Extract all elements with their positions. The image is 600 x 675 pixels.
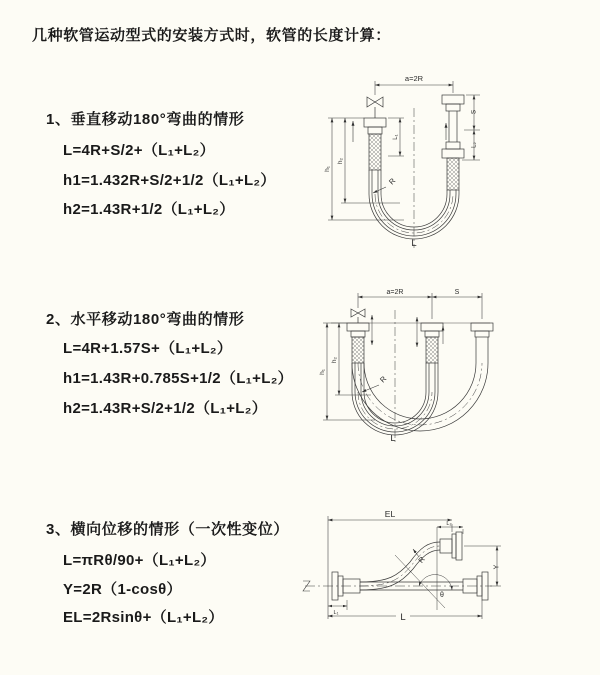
section-3-formula-EL: EL=2Rsinθ+（L₁+L₂） bbox=[63, 609, 224, 626]
dim-label-s: S bbox=[454, 289, 460, 296]
section-2-formula-h2: h2=1.43R+S/2+1/2（L₁+L₂） bbox=[63, 400, 268, 417]
hose-straight-position bbox=[360, 582, 463, 590]
dim-top-a2r bbox=[375, 81, 453, 95]
right-pipe-assembly bbox=[471, 323, 493, 337]
diagram-lateral-displacement bbox=[300, 500, 600, 640]
dim-top-a2r bbox=[358, 293, 482, 319]
dim-s bbox=[462, 95, 480, 160]
radius-label: R bbox=[387, 176, 398, 187]
hose-u-bend-position2 bbox=[352, 337, 488, 431]
dim-label-h1: h₁ bbox=[319, 369, 326, 375]
dim-label-y: Y bbox=[493, 564, 501, 570]
section-3-formula-Y: Y=2R（1-cosθ） bbox=[63, 581, 182, 598]
dim-label-s: S bbox=[470, 109, 478, 115]
dim-l2 bbox=[437, 527, 463, 534]
page-title: 几种软管运动型式的安装方式时，软管的长度计算： bbox=[32, 27, 391, 44]
left-pipe-assembly bbox=[364, 118, 386, 170]
diagram-horizontal-180-bend bbox=[315, 282, 515, 452]
dim-label-l2: L₂ bbox=[471, 142, 478, 148]
radius-leader bbox=[373, 187, 386, 193]
section-1-formula-h2: h2=1.43R+1/2（L₁+L₂） bbox=[63, 201, 235, 218]
section-2-formula-h1: h1=1.43R+0.785S+1/2（L₁+L₂） bbox=[63, 370, 293, 387]
angle-label: θ bbox=[440, 592, 444, 599]
radius-label: R bbox=[416, 554, 427, 565]
right-pipe-assembly bbox=[442, 95, 464, 190]
middle-pipe-assembly bbox=[421, 323, 443, 363]
dim-label-l1: L₁ bbox=[333, 610, 339, 616]
dim-label-h1: h₁ bbox=[324, 166, 331, 172]
dim-label-h2: h₂ bbox=[331, 356, 338, 364]
dim-label-l2: L₂ bbox=[446, 521, 452, 527]
section-3-formula-L: L=πRθ/90+（L₁+L₂） bbox=[63, 552, 216, 569]
radius-label: R bbox=[378, 374, 389, 385]
valve-icon bbox=[367, 97, 383, 118]
section-2-formula-L: L=4R+1.57S+（L₁+L₂） bbox=[63, 340, 233, 357]
length-label: L bbox=[411, 238, 417, 249]
section-1-formula-L: L=4R+S/2+（L₁+L₂） bbox=[63, 142, 215, 159]
diagram-vertical-180-bend bbox=[312, 66, 512, 256]
section-3-heading: 3、横向位移的情形（一次性变位） bbox=[46, 521, 289, 538]
dim-label-l1: L₁ bbox=[393, 134, 399, 140]
section-1-heading: 1、垂直移动180°弯曲的情形 bbox=[46, 111, 245, 128]
upper-flange-assembly bbox=[440, 532, 462, 560]
dim-el bbox=[328, 516, 452, 619]
dim-l1 bbox=[328, 600, 347, 610]
dim-label-h2: h₂ bbox=[337, 157, 344, 165]
radius-leader bbox=[362, 385, 379, 392]
dim-label-a2r: a=2R bbox=[386, 289, 404, 296]
section-1-formula-h1: h1=1.432R+S/2+1/2（L₁+L₂） bbox=[63, 172, 276, 189]
dim-h1 bbox=[328, 118, 404, 220]
section-2-heading: 2、水平移动180°弯曲的情形 bbox=[46, 311, 245, 328]
valve-icon bbox=[351, 309, 365, 323]
left-pipe-assembly bbox=[347, 323, 369, 363]
length-label: L bbox=[400, 612, 406, 623]
length-label: L bbox=[390, 433, 396, 444]
dim-label-a2r: a=2R bbox=[404, 74, 424, 83]
hose-displaced-position bbox=[360, 542, 440, 590]
dim-label-el: EL bbox=[384, 509, 396, 519]
